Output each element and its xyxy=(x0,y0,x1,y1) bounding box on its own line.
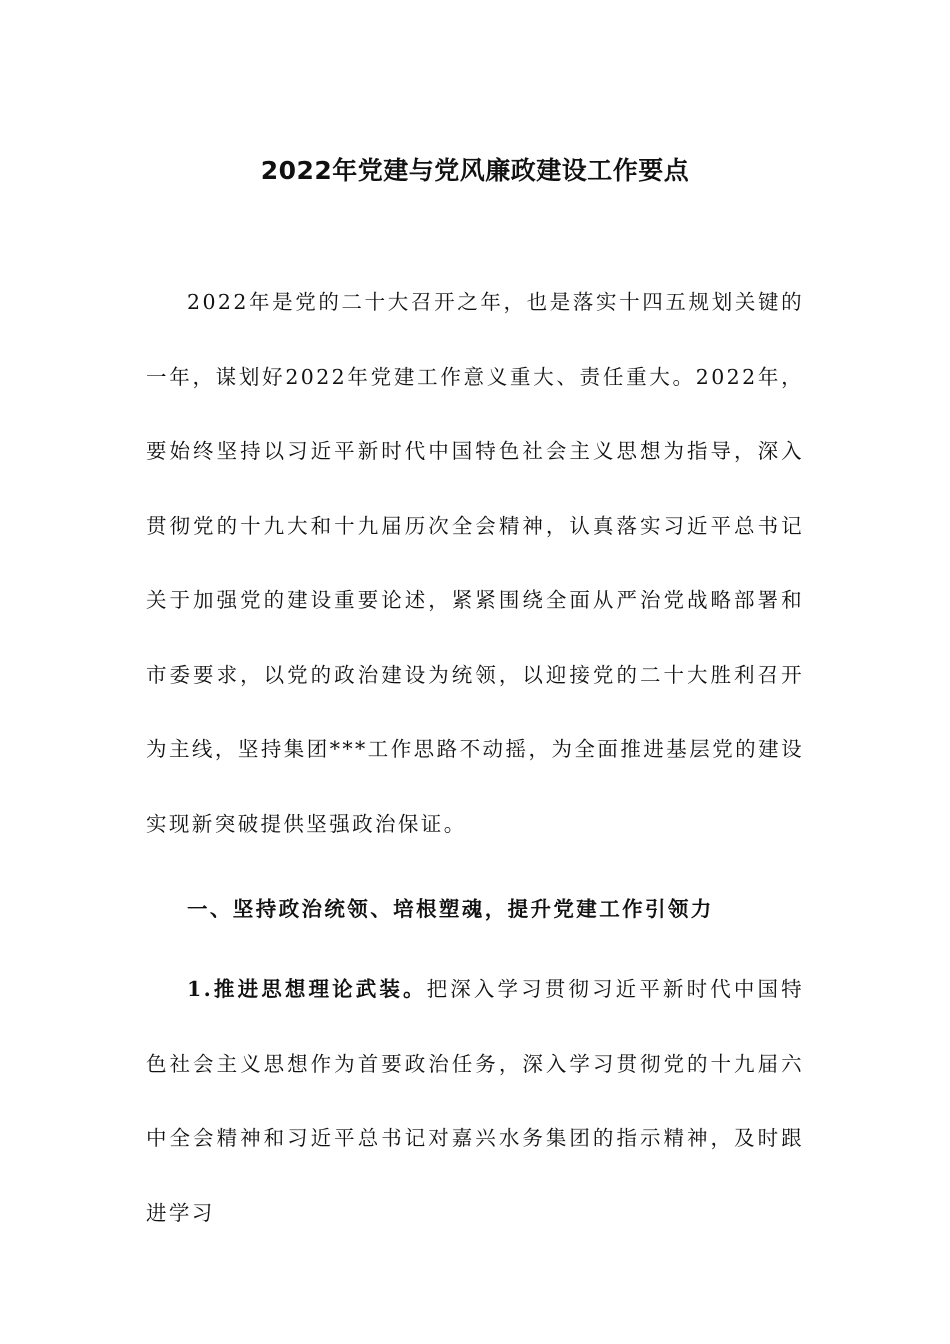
section-heading-1: 一、坚持政治统领、培根塑魂，提升党建工作引领力 xyxy=(187,897,714,921)
item-1-paragraph xyxy=(146,952,804,1250)
item-1-text: 把深入学习贯彻习近平新时代中国特色社会主义思想作为首要政治任务，深入学习贯彻党的十九届六中全会精神和习近平总书记对嘉兴水务集团的指示精神，及时跟进学习 xyxy=(146,977,804,1225)
item-1-lead: 1.推进思想理论武装。 xyxy=(187,977,427,1001)
document-title: 2022年党建与党风廉政建设工作要点 xyxy=(260,155,690,185)
intro-paragraph: 2022年是党的二十大召开之年，也是落实十四五规划关键的一年，谋划好2022年党建工作意义重大、责任重大。2022年，要始终坚持以习近平新时代中国特色社会主义思想为指导，深入贯彻党的十九大和十九届历次全会精神，认真落实习近平总书记关于加强党的建设重要论述，紧紧围绕全面从严治党战略部署和市委要求，以党的政治建设为统领，以迎接党的二十大胜利召开为主线，坚持集团***工作思路不动摇，为全面推进基层党的建设实现新突破提供坚强政治保证。 xyxy=(146,290,804,836)
